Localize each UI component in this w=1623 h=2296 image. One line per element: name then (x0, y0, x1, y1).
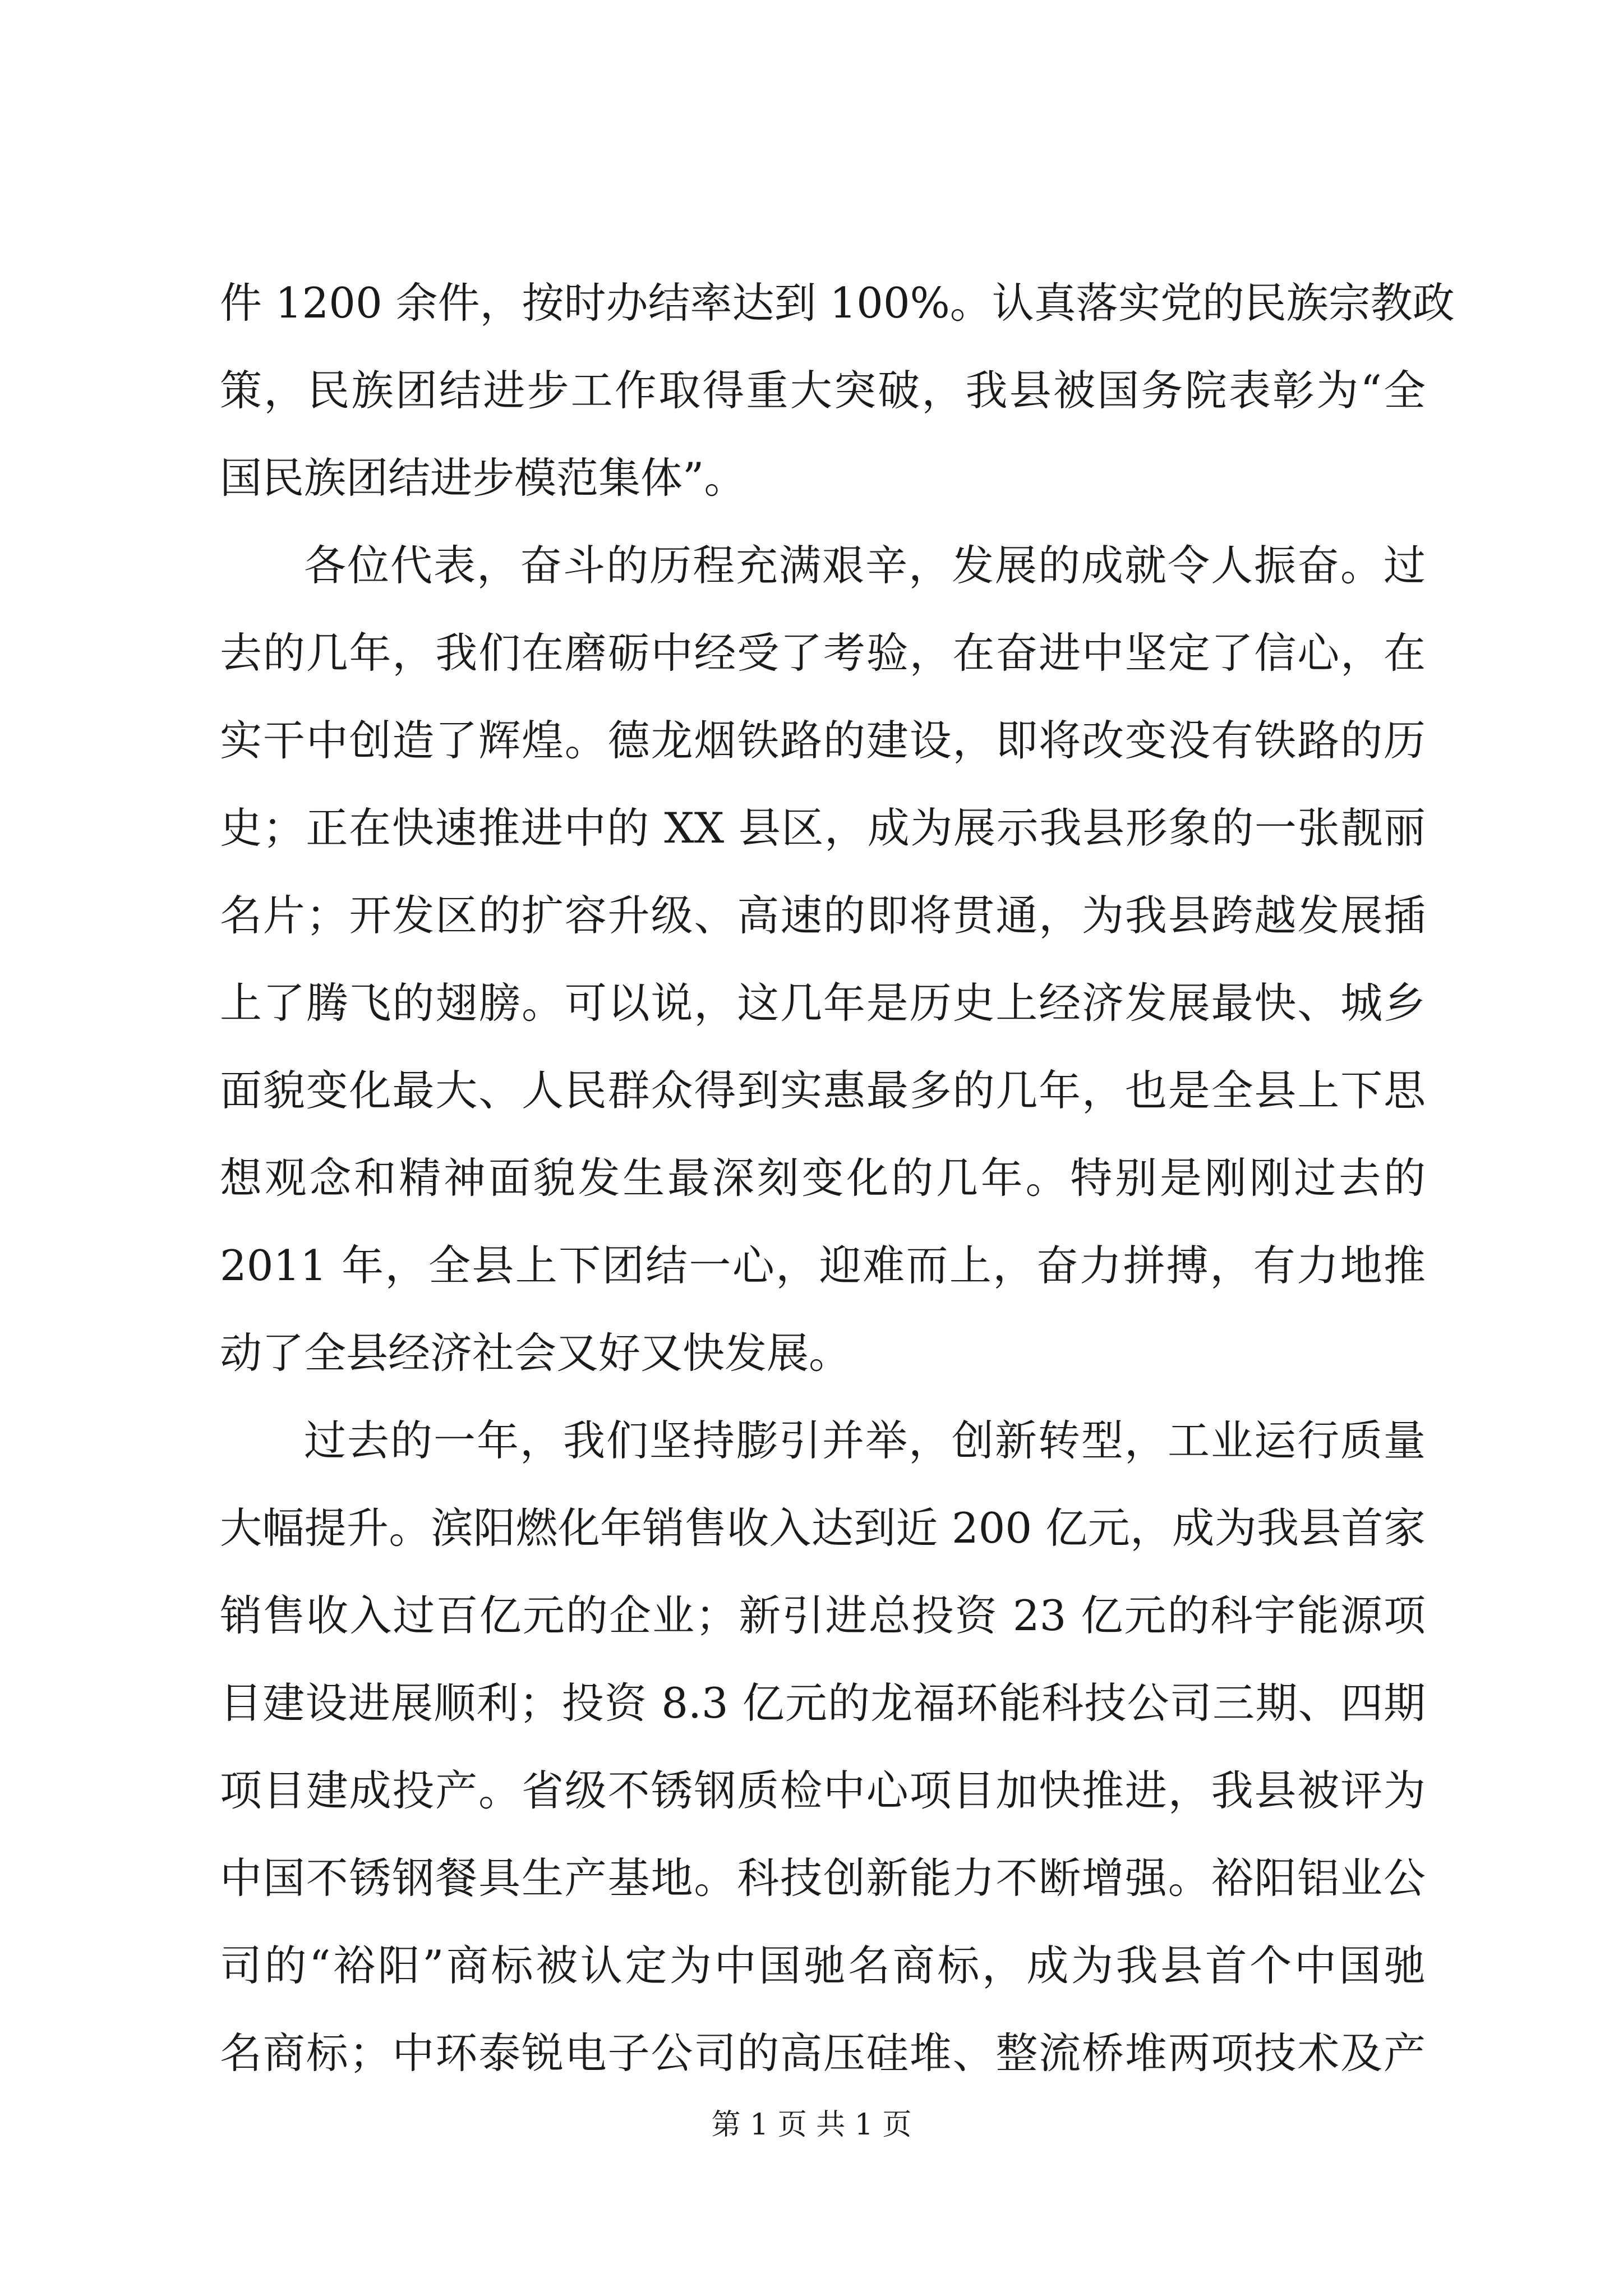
text-line: 实干中创造了辉煌。德龙烟铁路的建设，即将改变没有铁路的历 (220, 716, 1426, 765)
text-line: 2011 年，全县上下团结一心，迎难而上，奋力拼搏，有力地推 (220, 1241, 1426, 1290)
text-line: 动了全县经济社会又好又快发展。 (220, 1328, 851, 1378)
text-line: 策，民族团结进步工作取得重大突破，我县被国务院表彰为“全 (220, 366, 1426, 415)
text-line: 上了腾飞的翅膀。可以说，这几年是历史上经济发展最快、城乡 (220, 978, 1426, 1028)
text-line: 史；正在快速推进中的 XX 县区，成为展示我县形象的一张靓丽 (220, 803, 1426, 853)
text-line: 项目建成投产。省级不锈钢质检中心项目加快推进，我县被评为 (220, 1766, 1426, 1815)
text-line: 中国不锈钢餐具生产基地。科技创新能力不断增强。裕阳铝业公 (220, 1853, 1426, 1903)
text-line: 名商标；中环泰锐电子公司的高压硅堆、整流桥堆两项技术及产 (220, 2028, 1426, 2078)
text-line: 销售收入过百亿元的企业；新引进总投资 23 亿元的科宇能源项 (220, 1591, 1426, 1640)
text-line: 去的几年，我们在磨砺中经受了考验，在奋进中坚定了信心，在 (220, 628, 1426, 678)
text-line: 目建设进展顺利；投资 8.3 亿元的龙福环能科技公司三期、四期 (220, 1678, 1426, 1728)
text-line: 面貌变化最大、人民群众得到实惠最多的几年，也是全县上下思 (220, 1066, 1426, 1115)
text-line: 大幅提升。滨阳燃化年销售收入达到近 200 亿元，成为我县首家 (220, 1503, 1426, 1553)
text-line: 想观念和精神面貌发生最深刻变化的几年。特别是刚刚过去的 (220, 1153, 1426, 1203)
text-line: 件 1200 余件，按时办结率达到 100%。认真落实党的民族宗教政 (220, 278, 1455, 328)
paragraph-first-line: 各位代表，奋斗的历程充满艰辛，发展的成就令人振奋。过 (304, 541, 1426, 590)
document-body (220, 259, 1455, 2097)
text-line: 国民族团结进步模范集体”。 (220, 453, 746, 503)
paragraph-first-line: 过去的一年，我们坚持膨引并举，创新转型，工业运行质量 (304, 1416, 1426, 1465)
text-line: 司的“裕阳”商标被认定为中国驰名商标，成为我县首个中国驰 (220, 1941, 1426, 1990)
page-footer: 第 1 页 共 1 页 (711, 2108, 912, 2142)
text-line: 名片；开发区的扩容升级、高速的即将贯通，为我县跨越发展插 (220, 891, 1426, 940)
